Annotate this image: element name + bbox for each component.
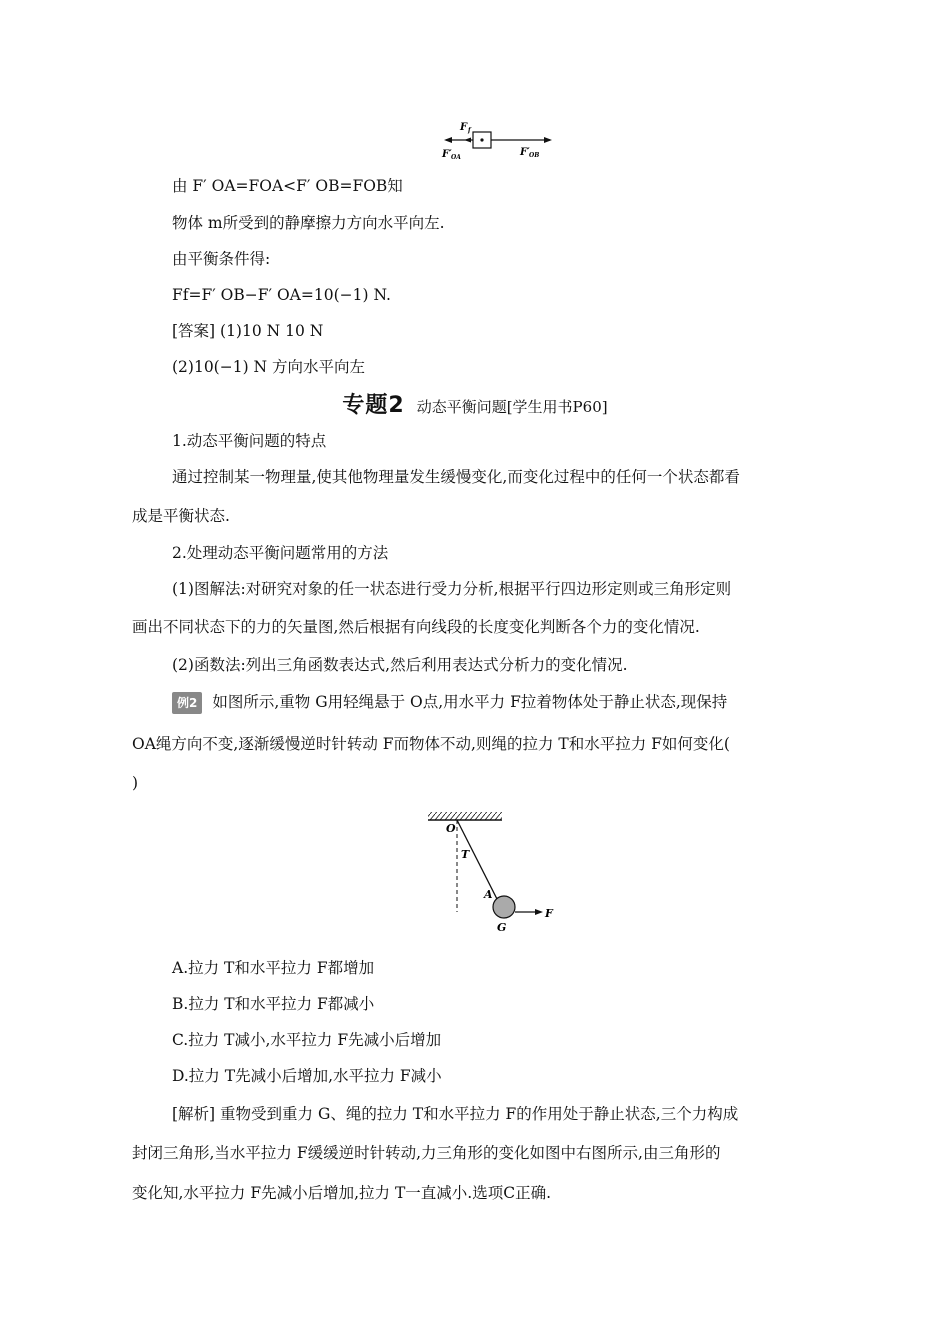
example-tag: 例2 [172, 692, 202, 714]
label-g: G [497, 921, 507, 934]
paragraph: (1)图解法:对研究对象的任一状态进行受力分析,根据平行四边形定则或三角形定则 [172, 580, 732, 598]
paragraph: 画出不同状态下的力的矢量图,然后根据有向线段的长度变化判断各个力的变化情况. [132, 618, 700, 636]
option-c: C.拉力 T减小,水平拉力 F先减小后增加 [172, 1031, 442, 1049]
label-o: O [446, 822, 456, 835]
option-b: B.拉力 T和水平拉力 F都减小 [172, 995, 375, 1013]
example-question: OA绳方向不变,逐渐缓慢逆时针转动 F而物体不动,则绳的拉力 T和水平拉力 F如何变化( [132, 735, 730, 753]
paragraph: 2.处理动态平衡问题常用的方法 [172, 544, 389, 562]
text-line: 物体 m所受到的静摩擦力方向水平向左. [172, 214, 445, 232]
example-question: ) [132, 774, 139, 792]
force-diagram-block [438, 120, 558, 162]
section-heading [0, 388, 950, 419]
svg-text:OA: OA [451, 154, 461, 161]
svg-text:OB: OB [529, 152, 540, 159]
text-line: 由平衡条件得: [172, 250, 271, 268]
label-f: F [545, 907, 553, 920]
analysis-text: [解析] 重物受到重力 G、绳的拉力 T和水平拉力 F的作用处于静止状态,三个力构成 [172, 1105, 739, 1123]
option-d: D.拉力 T先减小后增加,水平拉力 F减小 [172, 1067, 442, 1085]
example-question: 例2 如图所示,重物 G用轻绳悬于 O点,用水平力 F拉着物体处于静止状态,现保持 [172, 692, 727, 714]
ff-label: F [460, 122, 468, 133]
section-title: 专题2 [342, 393, 405, 418]
paragraph: 成是平衡状态. [132, 507, 230, 525]
foa-label: F′ [442, 149, 452, 160]
analysis-text: 变化知,水平拉力 F先减小后增加,拉力 T一直减小.选项C正确. [132, 1184, 552, 1202]
text-line: 由 F′ OA=FOA<F′ OB=FOB知 [172, 177, 403, 195]
analysis-text: 封闭三角形,当水平拉力 F缓缓逆时针转动,力三角形的变化如图中右图所示,由三角形的 [132, 1144, 721, 1162]
paragraph: 1.动态平衡问题的特点 [172, 432, 327, 450]
answer-line: [答案] (1)10 N 10 N [172, 322, 324, 340]
label-t: T [461, 848, 470, 861]
svg-text:f: f [468, 127, 471, 134]
answer-line: (2)10(−1) N 方向水平向左 [172, 358, 366, 376]
label-a: A [484, 888, 493, 901]
paragraph: (2)函数法:列出三角函数表达式,然后利用表达式分析力的变化情况. [172, 656, 628, 674]
text-line: Ff=F′ OB−F′ OA=10(−1) N. [172, 286, 391, 304]
section-subtitle: 动态平衡问题[学生用书P60] [416, 398, 608, 416]
option-a: A.拉力 T和水平拉力 F都增加 [172, 959, 375, 977]
fob-label: F′ [520, 147, 530, 158]
pendulum-diagram [420, 808, 570, 938]
paragraph: 通过控制某一物理量,使其他物理量发生缓慢变化,而变化过程中的任何一个状态都看 [172, 468, 740, 486]
